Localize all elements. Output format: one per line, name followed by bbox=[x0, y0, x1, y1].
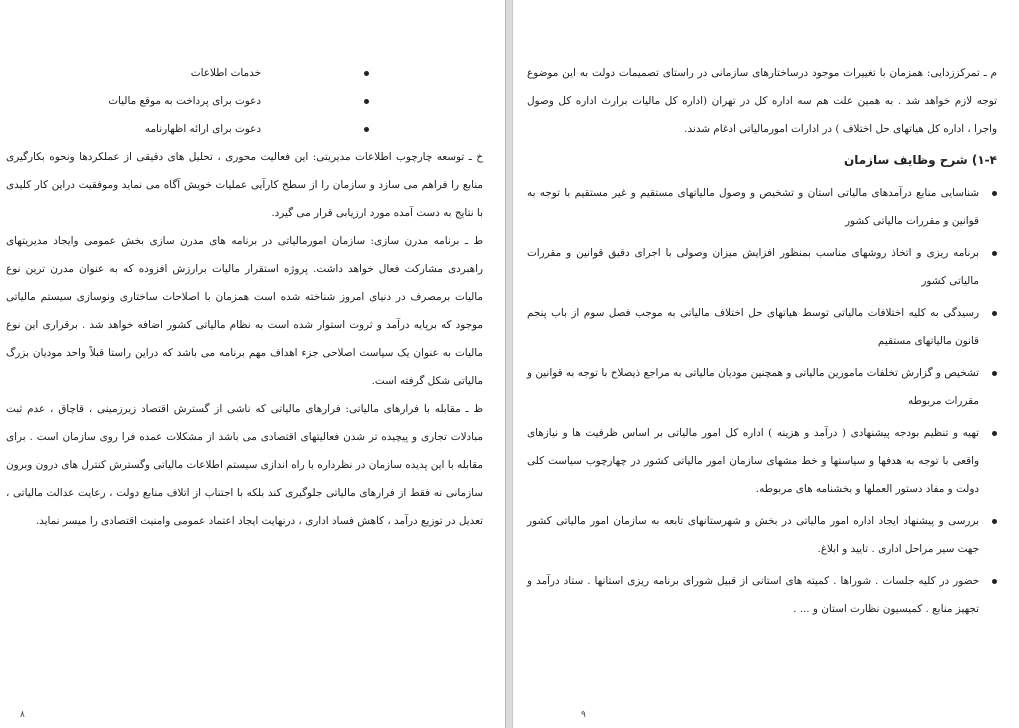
list-item-text: دعوت برای پرداخت به موقع مالیات bbox=[108, 95, 261, 107]
list-item-text: تهیه و تنظیم بودجه پیشنهادی ( درآمد و هزینه ) اداره کل امور مالیاتی بر اساس ظرفیت ها و نیازهای واقعی با توجه به هدفها و سیاستها و خط مشهای سازمان امور مالیاتی کشور در چهارچوب سیاست کلی دولت و مفاد دستور العملها و بخشنامه های مربوطه. bbox=[527, 427, 979, 495]
page-right bbox=[513, 0, 1019, 728]
bullet-icon bbox=[992, 431, 997, 436]
page-left bbox=[0, 0, 505, 728]
list-item-text: دعوت برای ارائه اظهارنامه bbox=[144, 123, 261, 135]
page-number: ۹ bbox=[581, 710, 586, 720]
bullet-icon bbox=[992, 251, 997, 256]
list-item-text: رسیدگی به کلیه اختلافات مالیاتی توسط هیاتهای حل اختلاف مالیاتی به موجب فصل سوم از باب پنجم قانون مالیاتهای مستقیم bbox=[527, 307, 979, 347]
list-item bbox=[527, 179, 997, 235]
page-left-content bbox=[6, 0, 483, 535]
page-number: ۸ bbox=[20, 710, 25, 720]
bullet-icon bbox=[364, 99, 369, 104]
bullet-icon bbox=[364, 127, 369, 132]
list-item bbox=[527, 239, 997, 295]
list-item-text: بررسی و پیشنهاد ایجاد اداره امور مالیاتی در بخش و شهرستانهای تابعه به سازمان امور مالیاتی کشور جهت سیر مراحل اداری . تایید و ابلاغ. bbox=[527, 515, 979, 555]
list-item bbox=[527, 419, 997, 503]
bullet-icon bbox=[364, 71, 369, 76]
list-item bbox=[6, 87, 483, 115]
page-right-content bbox=[527, 0, 997, 623]
bullet-icon bbox=[992, 191, 997, 196]
section-heading: ۱-۴) شرح وظایف سازمان bbox=[843, 153, 997, 167]
left-bullet-list bbox=[6, 59, 483, 143]
bullet-icon bbox=[992, 311, 997, 316]
bullet-icon bbox=[992, 371, 997, 376]
list-item bbox=[6, 59, 483, 87]
bullet-icon bbox=[992, 519, 997, 524]
list-item-text: تشخیص و گزارش تخلفات مامورین مالیاتی و همچنین مودیان مالیاتی به مراجع ذیصلاح با توجه به قوانین و مقررات مربوطه bbox=[527, 367, 979, 407]
list-item bbox=[527, 507, 997, 563]
list-item-text: خدمات اطلاعات bbox=[190, 67, 261, 79]
bullet-icon bbox=[992, 579, 997, 584]
list-item bbox=[527, 299, 997, 355]
list-item-text: حضور در کلیه جلسات . شوراها . کمیته های استانی از قبیل شورای برنامه ریزی استانها . ستاد درآمد و تجهیز منابع . کمیسیون نظارت استان و ... . bbox=[527, 575, 979, 615]
list-item-text: شناسایی منابع درآمدهای مالیاتی استان و تشخیص و وصول مالیاتهای مستقیم و غیر مستقیم با توجه به قوانین و مقررات مالیاتی کشور bbox=[527, 187, 979, 227]
paragraph-management-info: خ ـ توسعه چارچوب اطلاعات مدیریتی: این فعالیت محوری ، تحلیل های دقیقی از عملکردها ونحوه بکارگیری منابع را فراهم می سازد و سازمان را از سطح کارآیی عملیات خویش آگاه می نماید وموفقیت دراین کار کلیدی با نتایج به دست آمده مورد ارزیابی قرار می گیرد. bbox=[6, 151, 483, 219]
paragraph-modernization: ط ـ برنامه مدرن سازی: سازمان امورمالیاتی در برنامه های مدرن سازی بخش عمومی وایجاد مدیریتهای راهبردی مشارکت فعال خواهد داشت. پروژه استقرار مالیات برارزش افزوده که به عنوان مدرن ترین نوع مالیات برمصرف در دنیای امروز شناخته شده است همزمان با اصلاحات ساختاری ونوسازی سیستم مالیاتی موجود که برپایه درآمد و ثروت استوار شده است به نظام مالیاتی کشور اضافه خواهد شد . برقراری این نوع مالیات به عنوان یک سیاست اصلاحی جزء اهداف مهم برنامه می باشد که دراین راستا قبلاً واحد مودیان بزرگ مالیاتی شکل گرفته است. bbox=[6, 235, 483, 387]
duties-bullet-list bbox=[527, 179, 997, 623]
paragraph-decentralization: م ـ تمرکززدایی: همزمان با تغییرات موجود درساختارهای سازمانی در راستای تصمیمات دولت به این موضوع توجه لازم خواهد شد . به همین علت هم سه اداره کل در تهران (اداره کل مالیات برارث اداره کل وصول واجرا ، اداره کل هیاتهای حل اختلاف ) در ادارات امورمالیاتی ادغام شدند. bbox=[527, 67, 997, 135]
page-gutter bbox=[505, 0, 513, 728]
list-item bbox=[6, 115, 483, 143]
list-item-text: برنامه ریزی و اتخاذ روشهای مناسب بمنظور افزایش میزان وصولی با اجرای دقیق قوانین و مقررات مالیاتی کشور bbox=[527, 247, 979, 287]
paragraph-tax-evasion: ظ ـ مقابله با فرارهای مالیاتی: فرارهای مالیاتی که ناشی از گسترش اقتصاد زیرزمینی ، قاچاق ، عدم ثبت مبادلات تجاری و پیچیده تر شدن فعالیتهای اقتصادی می باشد از مشکلات عمده فرا روی سازمان است . برای مقابله با این پدیده سازمان در نظرداره با راه اندازی سیستم اطلاعات مالیاتی وگسترش کنترل های درون وبرون سازمانی نه فقط از فرارهای مالیاتی جلوگیری کند بلکه با اجتناب از اتلاف منابع دولت ، رعایت عدالت مالیاتی ، تعدیل در توزیع درآمد ، کاهش فساد اداری ، درنهایت ایجاد اعتماد عمومی وامنیت اقتصادی را میسر نماید. bbox=[6, 403, 483, 527]
list-item bbox=[527, 359, 997, 415]
list-item bbox=[527, 567, 997, 623]
